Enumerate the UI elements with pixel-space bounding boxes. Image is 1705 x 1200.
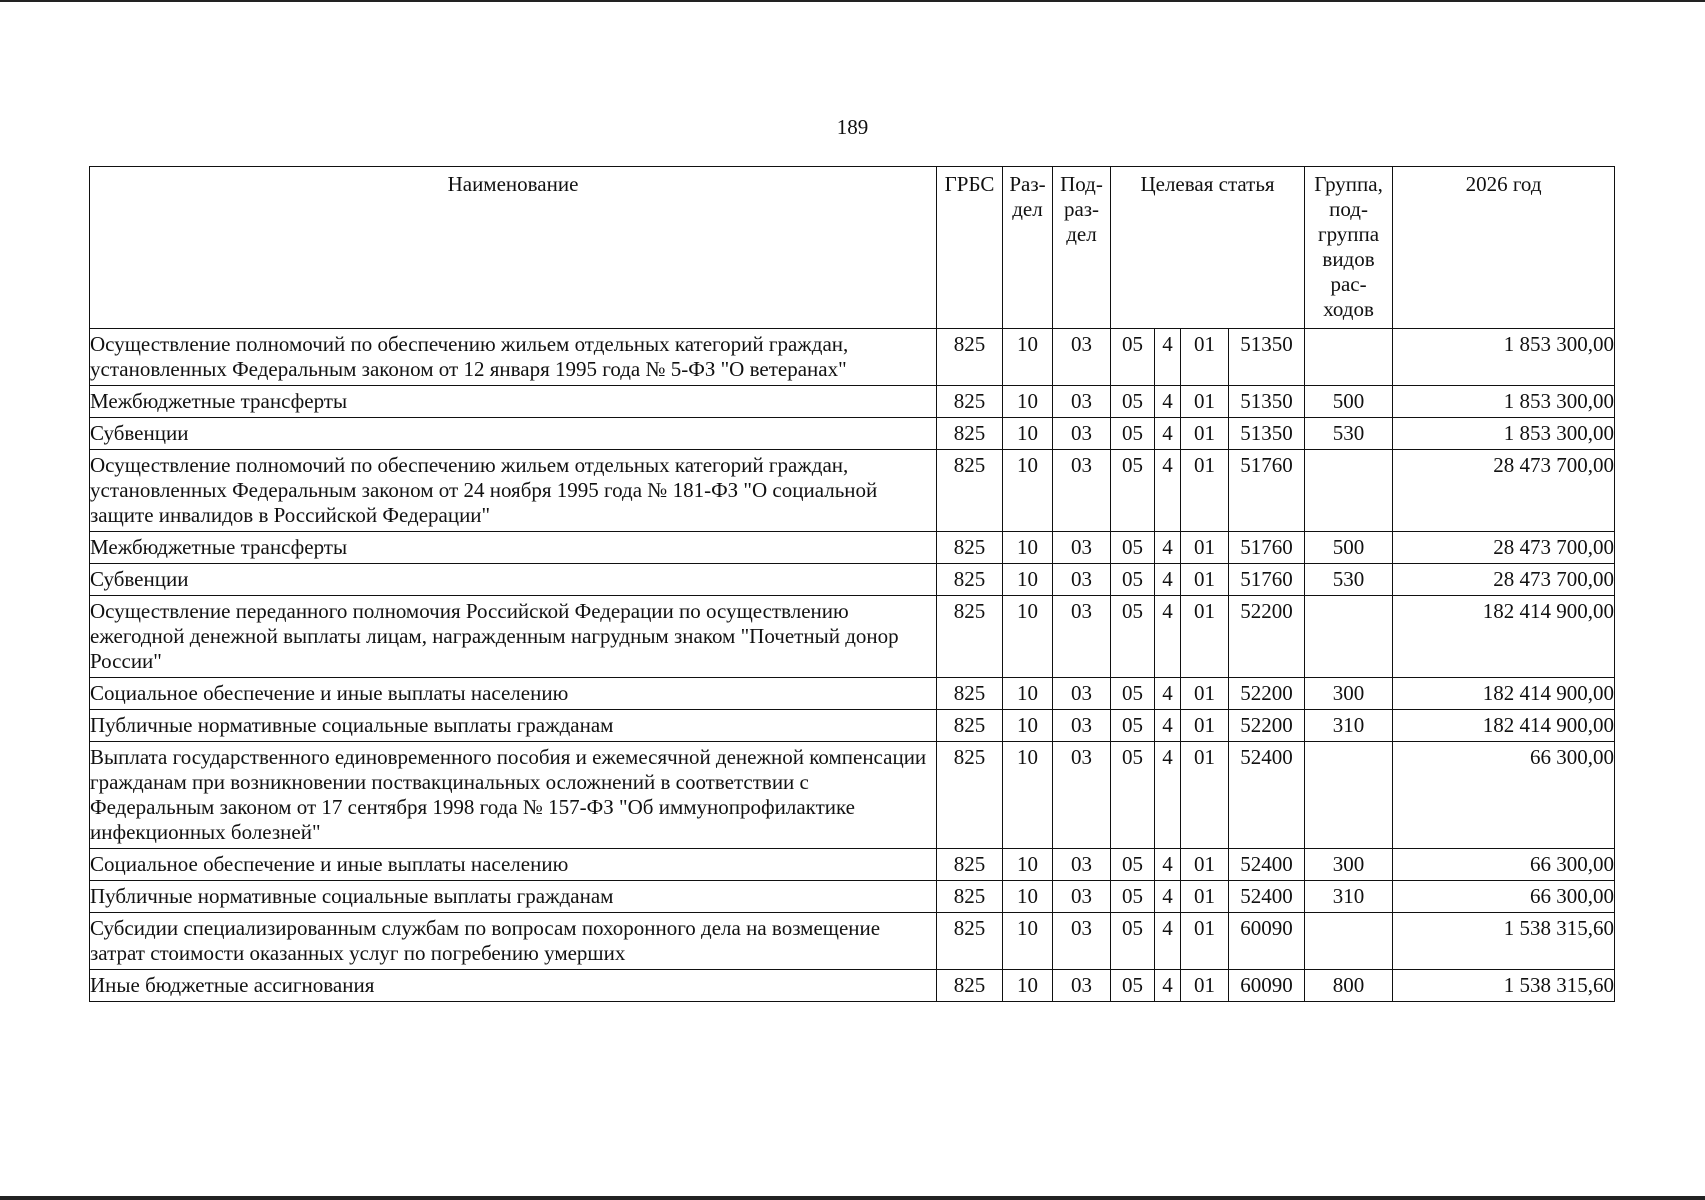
header-podrazdel: Под- раз- дел <box>1053 167 1111 329</box>
row-target-direction: 60090 <box>1229 970 1305 1002</box>
row-name: Социальное обеспечение и иные выплаты населению <box>90 849 937 881</box>
row-amount: 66 300,00 <box>1393 742 1615 849</box>
row-target-direction: 51760 <box>1229 450 1305 532</box>
row-razdel: 10 <box>1003 742 1053 849</box>
table-row <box>90 881 1615 913</box>
row-expense-group: 530 <box>1305 418 1393 450</box>
row-target-subprogram: 01 <box>1181 710 1229 742</box>
row-name: Субсидии специализированным службам по вопросам похоронного дела на возмещение затрат стоимости оказанных услуг по погребению умерших <box>90 913 937 970</box>
row-amount: 1 853 300,00 <box>1393 386 1615 418</box>
row-name: Межбюджетные трансферты <box>90 386 937 418</box>
row-amount: 182 414 900,00 <box>1393 710 1615 742</box>
row-expense-group <box>1305 913 1393 970</box>
row-target-direction: 52400 <box>1229 742 1305 849</box>
row-target-program: 05 <box>1111 849 1155 881</box>
table-row <box>90 596 1615 678</box>
table-row <box>90 386 1615 418</box>
row-expense-group: 300 <box>1305 678 1393 710</box>
row-razdel: 10 <box>1003 678 1053 710</box>
row-razdel: 10 <box>1003 970 1053 1002</box>
row-expense-group <box>1305 329 1393 386</box>
row-grbs: 825 <box>937 970 1003 1002</box>
table-row <box>90 532 1615 564</box>
row-target-program: 05 <box>1111 418 1155 450</box>
row-name: Субвенции <box>90 418 937 450</box>
table-row <box>90 418 1615 450</box>
row-target-type: 4 <box>1155 386 1181 418</box>
row-razdel: 10 <box>1003 881 1053 913</box>
row-target-subprogram: 01 <box>1181 678 1229 710</box>
row-target-direction: 52400 <box>1229 881 1305 913</box>
table-row <box>90 913 1615 970</box>
row-target-program: 05 <box>1111 678 1155 710</box>
row-razdel: 10 <box>1003 532 1053 564</box>
row-name: Публичные нормативные социальные выплаты гражданам <box>90 881 937 913</box>
row-amount: 182 414 900,00 <box>1393 678 1615 710</box>
row-target-type: 4 <box>1155 849 1181 881</box>
row-podrazdel: 03 <box>1053 418 1111 450</box>
row-podrazdel: 03 <box>1053 532 1111 564</box>
budget-table <box>89 166 1615 1002</box>
row-amount: 1 853 300,00 <box>1393 418 1615 450</box>
row-grbs: 825 <box>937 913 1003 970</box>
row-target-direction: 51350 <box>1229 329 1305 386</box>
row-target-direction: 51350 <box>1229 418 1305 450</box>
row-target-program: 05 <box>1111 329 1155 386</box>
row-name: Осуществление полномочий по обеспечению жильем отдельных категорий граждан, установленных Федеральным законом от 12 января 1995 года № 5-ФЗ "О ветеранах" <box>90 329 937 386</box>
row-target-type: 4 <box>1155 564 1181 596</box>
header-name: Наименование <box>90 167 937 329</box>
row-target-program: 05 <box>1111 386 1155 418</box>
row-grbs: 825 <box>937 710 1003 742</box>
row-target-program: 05 <box>1111 564 1155 596</box>
row-target-program: 05 <box>1111 596 1155 678</box>
row-razdel: 10 <box>1003 710 1053 742</box>
row-target-subprogram: 01 <box>1181 849 1229 881</box>
row-podrazdel: 03 <box>1053 386 1111 418</box>
row-target-program: 05 <box>1111 970 1155 1002</box>
row-target-subprogram: 01 <box>1181 970 1229 1002</box>
row-podrazdel: 03 <box>1053 329 1111 386</box>
row-target-subprogram: 01 <box>1181 742 1229 849</box>
row-podrazdel: 03 <box>1053 450 1111 532</box>
row-amount: 66 300,00 <box>1393 881 1615 913</box>
header-target-article: Целевая статья <box>1111 167 1305 329</box>
row-target-type: 4 <box>1155 450 1181 532</box>
row-target-direction: 51760 <box>1229 532 1305 564</box>
row-expense-group: 310 <box>1305 881 1393 913</box>
row-target-type: 4 <box>1155 742 1181 849</box>
row-expense-group: 500 <box>1305 386 1393 418</box>
row-amount: 182 414 900,00 <box>1393 596 1615 678</box>
row-grbs: 825 <box>937 881 1003 913</box>
row-target-type: 4 <box>1155 678 1181 710</box>
row-target-subprogram: 01 <box>1181 881 1229 913</box>
header-expense-group: Группа, под- группа видов рас- ходов <box>1305 167 1393 329</box>
row-target-subprogram: 01 <box>1181 564 1229 596</box>
row-target-program: 05 <box>1111 710 1155 742</box>
header-grbs: ГРБС <box>937 167 1003 329</box>
row-target-type: 4 <box>1155 418 1181 450</box>
row-razdel: 10 <box>1003 564 1053 596</box>
row-expense-group: 800 <box>1305 970 1393 1002</box>
row-target-subprogram: 01 <box>1181 418 1229 450</box>
row-podrazdel: 03 <box>1053 881 1111 913</box>
row-target-type: 4 <box>1155 710 1181 742</box>
row-name: Осуществление полномочий по обеспечению жильем отдельных категорий граждан, установленных Федеральным законом от 24 ноября 1995 года № 181-ФЗ "О социальной защите инвалидов в Российской Федерации" <box>90 450 937 532</box>
row-grbs: 825 <box>937 564 1003 596</box>
row-target-direction: 52400 <box>1229 849 1305 881</box>
table-row <box>90 710 1615 742</box>
row-podrazdel: 03 <box>1053 678 1111 710</box>
row-razdel: 10 <box>1003 418 1053 450</box>
row-expense-group: 310 <box>1305 710 1393 742</box>
row-grbs: 825 <box>937 329 1003 386</box>
table-row <box>90 564 1615 596</box>
row-amount: 28 473 700,00 <box>1393 532 1615 564</box>
row-grbs: 825 <box>937 678 1003 710</box>
row-name: Субвенции <box>90 564 937 596</box>
row-podrazdel: 03 <box>1053 710 1111 742</box>
row-target-type: 4 <box>1155 970 1181 1002</box>
row-amount: 28 473 700,00 <box>1393 450 1615 532</box>
row-amount: 28 473 700,00 <box>1393 564 1615 596</box>
row-target-subprogram: 01 <box>1181 450 1229 532</box>
row-name: Публичные нормативные социальные выплаты гражданам <box>90 710 937 742</box>
row-target-program: 05 <box>1111 450 1155 532</box>
row-target-direction: 51350 <box>1229 386 1305 418</box>
row-target-program: 05 <box>1111 881 1155 913</box>
table-row <box>90 450 1615 532</box>
row-target-type: 4 <box>1155 532 1181 564</box>
table-row <box>90 742 1615 849</box>
header-year-2026: 2026 год <box>1393 167 1615 329</box>
row-amount: 1 853 300,00 <box>1393 329 1615 386</box>
row-target-subprogram: 01 <box>1181 329 1229 386</box>
scan-edge-bottom <box>0 1196 1705 1200</box>
row-target-subprogram: 01 <box>1181 532 1229 564</box>
row-expense-group <box>1305 742 1393 849</box>
row-target-type: 4 <box>1155 596 1181 678</box>
row-grbs: 825 <box>937 532 1003 564</box>
row-podrazdel: 03 <box>1053 596 1111 678</box>
row-target-subprogram: 01 <box>1181 386 1229 418</box>
row-amount: 1 538 315,60 <box>1393 970 1615 1002</box>
scan-edge-top <box>0 0 1705 2</box>
row-target-direction: 60090 <box>1229 913 1305 970</box>
row-target-type: 4 <box>1155 881 1181 913</box>
table-row <box>90 970 1615 1002</box>
row-name: Выплата государственного единовременного пособия и ежемесячной денежной компенсации гражданам при возникновении поствакцинальных осложнений в соответствии с Федеральным законом от 17 сентября 1998 года № 157-ФЗ "Об иммунопрофилактике инфекционных болезней" <box>90 742 937 849</box>
row-razdel: 10 <box>1003 450 1053 532</box>
row-name: Социальное обеспечение и иные выплаты населению <box>90 678 937 710</box>
row-expense-group <box>1305 450 1393 532</box>
table-body <box>90 329 1615 1002</box>
row-podrazdel: 03 <box>1053 742 1111 849</box>
row-target-direction: 51760 <box>1229 564 1305 596</box>
row-grbs: 825 <box>937 849 1003 881</box>
row-podrazdel: 03 <box>1053 970 1111 1002</box>
row-podrazdel: 03 <box>1053 849 1111 881</box>
row-expense-group: 530 <box>1305 564 1393 596</box>
row-podrazdel: 03 <box>1053 564 1111 596</box>
page-number: 189 <box>836 115 869 139</box>
row-grbs: 825 <box>937 742 1003 849</box>
row-grbs: 825 <box>937 450 1003 532</box>
row-expense-group: 500 <box>1305 532 1393 564</box>
row-amount: 1 538 315,60 <box>1393 913 1615 970</box>
row-expense-group <box>1305 596 1393 678</box>
row-grbs: 825 <box>937 386 1003 418</box>
row-expense-group: 300 <box>1305 849 1393 881</box>
row-razdel: 10 <box>1003 596 1053 678</box>
row-amount: 66 300,00 <box>1393 849 1615 881</box>
table-row <box>90 849 1615 881</box>
row-target-type: 4 <box>1155 913 1181 970</box>
row-target-subprogram: 01 <box>1181 596 1229 678</box>
row-podrazdel: 03 <box>1053 913 1111 970</box>
row-name: Межбюджетные трансферты <box>90 532 937 564</box>
row-razdel: 10 <box>1003 849 1053 881</box>
table-row <box>90 329 1615 386</box>
row-name: Осуществление переданного полномочия Российской Федерации по осуществлению ежегодной денежной выплаты лицам, награжденным нагрудным знаком "Почетный донор России" <box>90 596 937 678</box>
row-razdel: 10 <box>1003 386 1053 418</box>
row-target-program: 05 <box>1111 742 1155 849</box>
row-target-subprogram: 01 <box>1181 913 1229 970</box>
row-target-direction: 52200 <box>1229 678 1305 710</box>
row-grbs: 825 <box>937 418 1003 450</box>
row-target-direction: 52200 <box>1229 596 1305 678</box>
row-target-program: 05 <box>1111 532 1155 564</box>
table-row <box>90 678 1615 710</box>
header-razdel: Раз- дел <box>1003 167 1053 329</box>
row-razdel: 10 <box>1003 329 1053 386</box>
row-target-type: 4 <box>1155 329 1181 386</box>
row-target-direction: 52200 <box>1229 710 1305 742</box>
table-header-row <box>90 167 1615 329</box>
row-grbs: 825 <box>937 596 1003 678</box>
row-name: Иные бюджетные ассигнования <box>90 970 937 1002</box>
row-razdel: 10 <box>1003 913 1053 970</box>
row-target-program: 05 <box>1111 913 1155 970</box>
